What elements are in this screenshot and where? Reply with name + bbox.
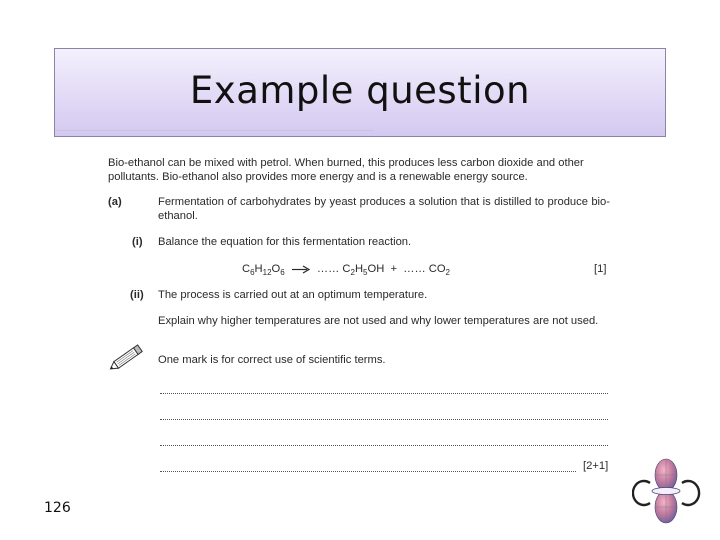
part-ii-marks: [2+1] [583,460,609,472]
question-intro: Bio-ethanol can be mixed with petrol. When burned, this produces less carbon dioxide and other pollutants. Bio-ethanol also provides more energy and is a renewable energy source. [108,157,584,183]
orbital-logo [632,457,702,525]
reaction-arrow-icon [292,265,310,274]
part-a-label: (a) [108,196,122,208]
fermentation-equation: $C_6H_{12}O_6$ …… $C_2H_5OH$ + …… $CO_2$ [242,263,450,278]
explain-instruction: Explain why higher temperatures are not used and why lower temperatures are not used. [158,315,599,327]
answer-line-2[interactable] [160,407,608,420]
answer-line-3[interactable] [160,433,608,446]
part-ii-label: (ii) [130,289,144,301]
part-i-text: Balance the equation for this fermentation reaction. [158,236,412,248]
title-underline [56,130,374,131]
title-banner [54,48,666,137]
part-i-label: (i) [132,236,143,248]
answer-line-4[interactable] [160,459,576,472]
page-number: 126 [44,500,71,516]
answer-line-1[interactable] [160,381,608,394]
part-ii-text: The process is carried out at an optimum temperature. [158,289,428,301]
part-i-marks: [1] [594,263,607,275]
slide-title: Example question [189,69,531,112]
part-a-text: Fermentation of carbohydrates by yeast produces a solution that is distilled to produce bio-ethanol. [158,196,610,222]
pencil-icon [106,342,146,374]
scientific-terms-note: One mark is for correct use of scientific terms. [158,354,386,366]
